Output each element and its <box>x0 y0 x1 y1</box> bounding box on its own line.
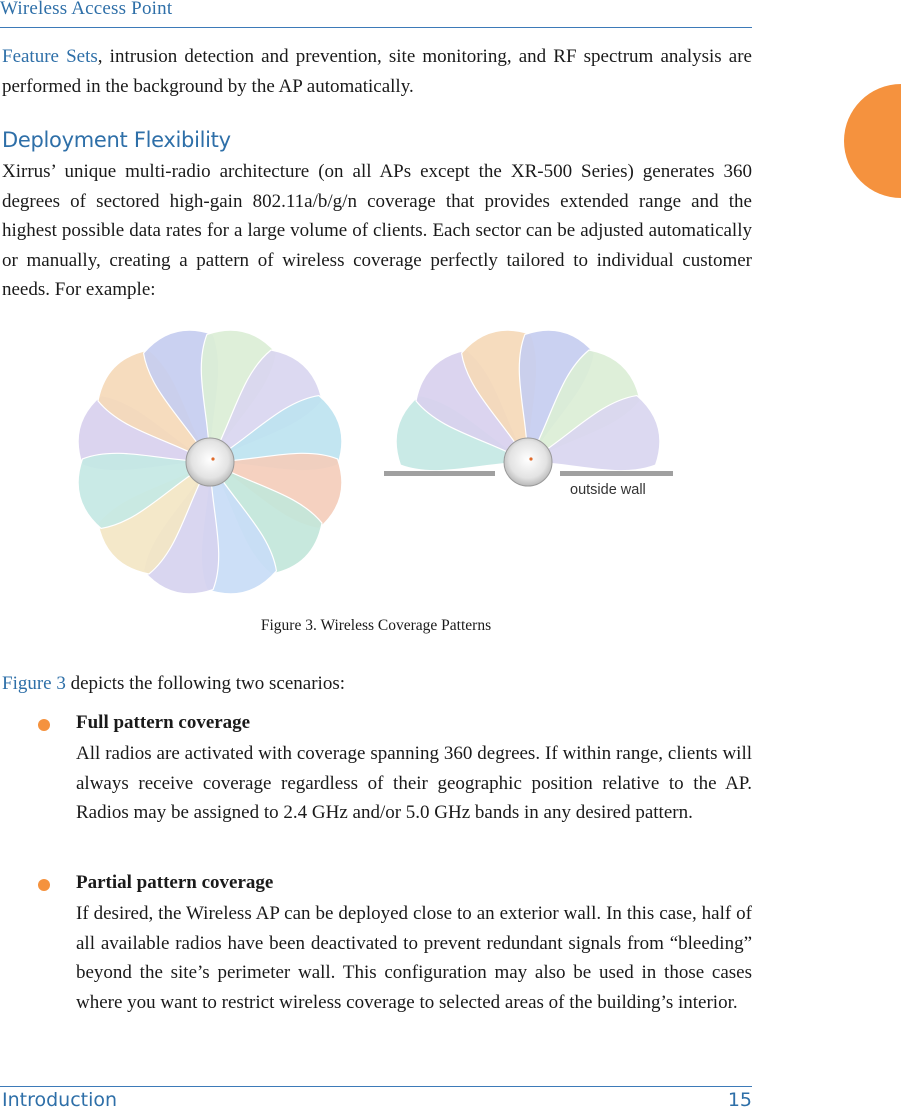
footer-page-number: 15 <box>727 1089 752 1111</box>
bullet-icon <box>38 719 50 731</box>
outside-wall-label: outside wall <box>570 482 646 498</box>
section-body-paragraph: Xirrus’ unique multi-radio architecture (on all APs except the XR-500 Series) generates 360 degrees of sectored high-gain 802.11a/b/g/n coverage that provides extended range and the highest possible data rates for a large volume of clients. Each sector can be adjusted automatically or manually, creating a pattern of wireless coverage perfectly tailored to individual customer needs. For example: <box>2 161 752 300</box>
chapter-tab-marker <box>844 84 901 198</box>
bullet-body-partial: If desired, the Wireless AP can be deployed close to an exterior wall. In this case, half of all available radios have been deactivated to prevent redundant signals from “bleeding” beyond the site’s perimeter wall. This configuration may also be used in those cases where you want to restrict wireless coverage to selected areas of the building’s interior. <box>76 903 752 1013</box>
wall-segment-right <box>560 471 673 476</box>
coverage-diagram <box>60 310 700 610</box>
footer-rule <box>0 1086 752 1087</box>
partial-pattern-status-led <box>529 457 532 460</box>
footer-section-name: Introduction <box>2 1089 118 1111</box>
intro-paragraph-text: , intrusion detection and prevention, site monitoring, and RF spectrum analysis are performed in the background by the AP automatically. <box>2 46 752 97</box>
intro-paragraph <box>2 42 752 101</box>
feature-sets-link[interactable]: Feature Sets <box>2 46 98 67</box>
full-pattern-diagram <box>71 323 350 602</box>
bullet-icon <box>38 879 50 891</box>
section-heading: Deployment Flexibility <box>2 128 231 152</box>
full-pattern-access-point <box>186 438 234 486</box>
bullet-title-full: Full pattern coverage <box>76 712 251 733</box>
header-rule <box>0 27 752 28</box>
scenarios-intro-text: depicts the following two scenarios: <box>65 673 345 694</box>
scenarios-intro <box>2 669 752 699</box>
running-header-title: Wireless Access Point <box>0 0 173 19</box>
bullet-title-partial: Partial pattern coverage <box>76 872 274 893</box>
full-pattern-status-led <box>211 457 214 460</box>
figure-3-link[interactable]: Figure 3 <box>2 673 66 694</box>
partial-pattern-diagram <box>389 323 668 498</box>
bullet-body-full: All radios are activated with coverage spanning 360 degrees. If within range, clients will always receive coverage regardless of their geographic position relative to the AP. Radios may be assigned to 2.4 GHz and/or 5.0 GHz bands in any desired pattern. <box>76 743 752 823</box>
figure-caption: Figure 3. Wireless Coverage Patterns <box>260 617 492 634</box>
partial-pattern-access-point <box>504 438 552 486</box>
coverage-figure <box>60 310 700 610</box>
wall-segment-left <box>384 471 495 476</box>
